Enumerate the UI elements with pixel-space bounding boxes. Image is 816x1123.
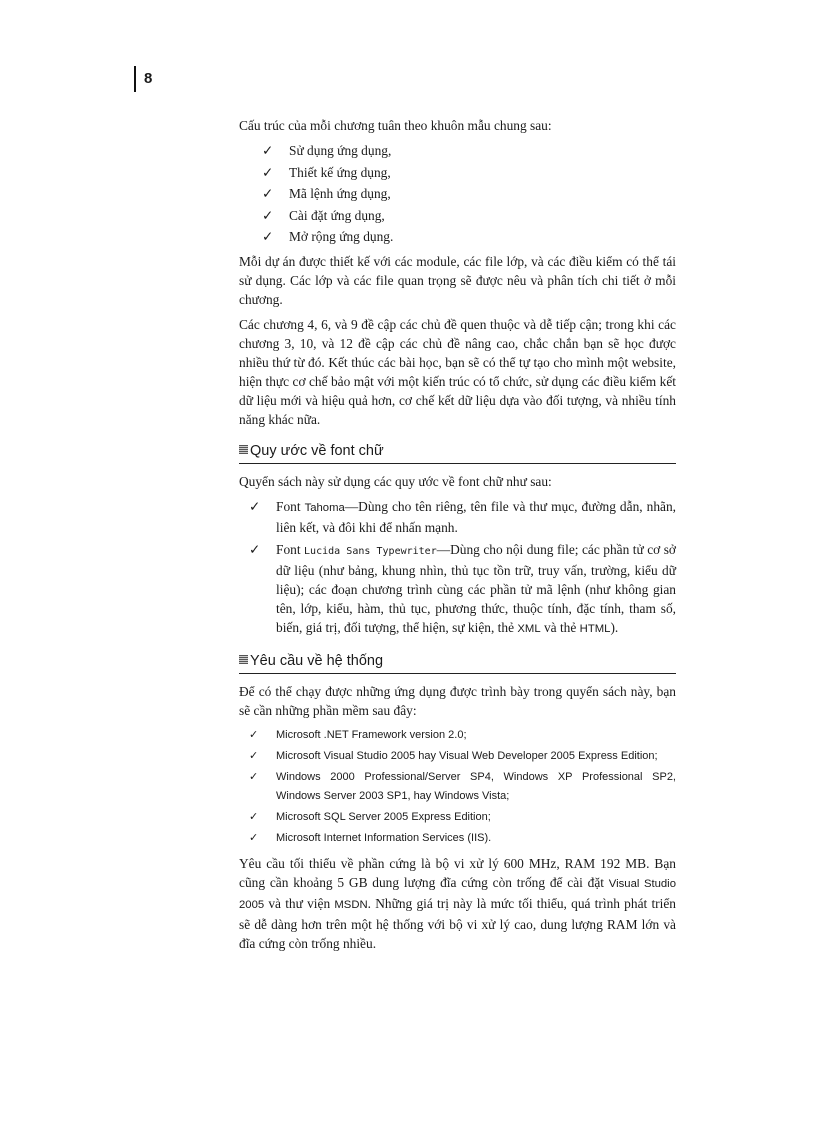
xml-term: XML [517,622,541,635]
check-icon: ✓ [249,749,259,762]
check-icon: ✓ [249,831,259,844]
html-term: HTML [579,622,611,635]
software-list [239,726,676,848]
list-item: ✓ Microsoft Internet Information Services (IIS). [239,829,676,848]
page-number: 8 [144,70,153,87]
check-icon: ✓ [249,728,259,741]
chapter-structure-list [239,141,676,246]
font-conventions-intro: Quyển sách này sử dụng các quy ước về font chữ như sau: [239,474,552,489]
check-icon: ✓ [262,229,274,244]
section-heading-font-conventions: Quy ước về font chữ [239,441,676,464]
list-item: ✓ Microsoft Visual Studio 2005 hay Visual Web Developer 2005 Express Edition; [239,747,676,766]
system-requirements-intro: Để có thể chạy được những ứng dụng được trình bày trong quyển sách này, bạn sẽ cần những phần mềm sau đây: [239,683,676,718]
list-item: ✓ Mã lệnh ứng dụng, [262,186,391,201]
hardware-requirements: Yêu cầu tối thiểu về phần cứng là bộ vi xử lý 600 MHz, RAM 192 MB. Bạn cũng cần khoảng 5 GB dung lượng đĩa cứng còn trống để cài đặt Visual Studio 2005 và thư viện MSDN. Những giá trị này là mức tối thiểu, quá trình phát triển sẽ dễ dàng hơn trên một hệ thống với bộ vi xử lý cao, dung lượng RAM lớn và đĩa cứng còn trống nhiều. [239,855,676,951]
check-icon: ✓ [262,186,274,201]
list-item: ✓ Windows 2000 Professional/Server SP4, Windows XP Professional SP2, Windows Server 2003 SP1, hay Windows Vista; [239,768,676,806]
list-item: ✓ Font Lucida Sans Typewriter—Dùng cho nội dung file; các phần tử cơ sở dữ liệu (như bảng, khung nhìn, thủ tục tồn trữ, truy vấn, trường, kiểu dữ liệu); các đoạn chương trình cùng các phần tử mã lệnh (như không gian tên, lớp, kiểu, hàm, thủ tục, phương thức, thuộc tính, đặc tính, tham số, biến, giá trị, đối tượng, thể hiện, sự kiện, thẻ XML và thẻ HTML). [249,541,676,635]
chapter-structure-intro: Cấu trúc của mỗi chương tuân theo khuôn mẫu chung sau: [239,118,552,133]
list-item: ✓ Thiết kế ứng dụng, [262,164,391,180]
list-item: ✓ Microsoft SQL Server 2005 Express Edition; [239,808,676,827]
list-item: ✓ Font Tahoma—Dùng cho tên riêng, tên file và thư mục, đường dẫn, nhãn, liên kết, và đôi khi để nhấn mạnh. [249,499,676,535]
font-conventions-list [239,497,676,639]
check-icon: ✓ [249,810,259,823]
square-bullet-icon [239,655,248,664]
font-name-lucida: Lucida Sans Typewriter [304,545,437,557]
font-name-tahoma: Tahoma [304,502,345,514]
list-item: ✓ Sử dụng ứng dụng, [262,143,392,158]
check-icon: ✓ [262,164,274,180]
msdn-term: MSDN [334,898,368,911]
list-item: ✓ Microsoft .NET Framework version 2.0; [239,726,676,745]
list-item: ✓ Mở rộng ứng dụng. [262,229,394,244]
page-content [239,116,676,959]
check-icon: ✓ [249,541,261,557]
square-bullet-icon [239,445,248,454]
check-icon: ✓ [249,499,261,514]
list-item: ✓ Cài đặt ứng dụng, [262,207,385,223]
visual-studio-term: Visual Studio 2005 [239,877,676,911]
check-icon: ✓ [249,770,259,783]
page-number-bar [134,66,136,92]
check-icon: ✓ [262,207,274,223]
paragraph-chapters: Các chương 4, 6, và 9 đề cập các chủ đề quen thuộc và dễ tiếp cận; trong khi các chương 3, 10, và 12 đề cập các chủ đề nâng cao, chắc chắn bạn sẽ học được nhiều thứ từ đó. Kết thúc các bài học, bạn sẽ có thể tự tạo cho mình một website, hiện thực cơ chế bảo mật với một kiến trúc có tổ chức, sử dụng các điều kiểm kết dữ liệu mới và hiệu quả hơn, cơ chế kết dữ liệu dựa vào đối tượng, và nhiều tính năng khác nữa. [239,317,676,427]
paragraph-modules: Mỗi dự án được thiết kế với các module, các file lớp, và các điều kiểm có thể tái sử dụng. Các lớp và các file quan trọng sẽ được nêu và phân tích chi tiết ở mỗi chương. [239,254,676,307]
section-heading-system-requirements: Yêu cầu về hệ thống [239,651,676,674]
check-icon: ✓ [262,143,274,158]
